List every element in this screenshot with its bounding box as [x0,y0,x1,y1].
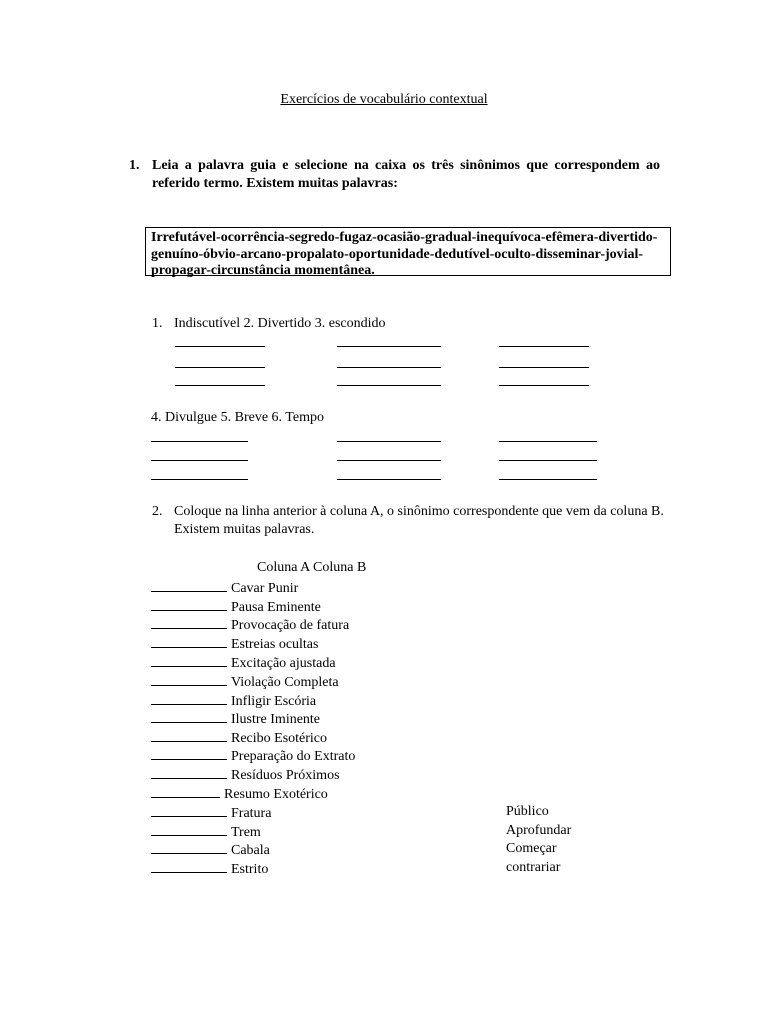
answer-line[interactable] [499,384,589,386]
answer-line[interactable] [337,366,441,368]
column-b-word: Público [506,804,549,819]
guide-words-label: Indiscutível 2. Divertido 3. escondido [174,316,386,331]
row-text: Pausa Eminente [231,600,321,615]
row-text: Fratura [231,806,272,821]
matching-row [151,784,328,804]
matching-row [151,578,298,598]
word-box-line: Irrefutável-ocorrência-segredo-fugaz-ocasião-gradual-inequívoca-efêmera-divertido- [151,230,658,245]
column-b-word: Começar [506,841,557,856]
answer-blank[interactable] [151,784,220,798]
row-text: Cabala [231,843,270,858]
row-text: Excitação ajustada [231,656,336,671]
row-text: Preparação do Extrato [231,749,356,764]
answer-line[interactable] [499,459,597,461]
answer-blank[interactable] [151,709,227,723]
row-text: Ilustre Iminente [231,712,321,727]
answer-blank[interactable] [151,672,227,686]
row-text: Trem [231,825,261,840]
row-text: Recibo Esotérico [231,731,328,746]
answer-line[interactable] [337,384,441,386]
matching-row [151,634,318,654]
matching-row [151,746,355,766]
answer-line[interactable] [151,478,248,480]
answer-line[interactable] [151,459,248,461]
column-header: Coluna A Coluna B [257,560,367,575]
answer-line[interactable] [151,440,248,442]
answer-blank[interactable] [151,728,227,742]
question-2-text [174,503,664,539]
row-text: Violação Completa [231,675,339,690]
word-box [145,227,671,276]
answer-line[interactable] [337,440,441,442]
answer-blank[interactable] [151,765,227,779]
page-title: Exercícios de vocabulário contextual [280,92,488,107]
answer-blank[interactable] [151,691,227,705]
column-b-word: Aprofundar [506,823,572,838]
matching-row [151,691,316,711]
answer-line[interactable] [499,366,589,368]
guide-words-group-1 [152,315,386,333]
answer-blank[interactable] [151,597,227,611]
answer-line[interactable] [499,478,597,480]
matching-row [151,840,270,860]
guide-words-group-2: 4. Divulgue 5. Breve 6. Tempo [151,410,324,425]
answer-blank[interactable] [151,653,227,667]
matching-row [151,653,336,673]
matching-row [151,822,261,842]
row-text: Provocação de fatura [231,618,350,633]
answer-line[interactable] [499,345,589,347]
answer-line[interactable] [175,384,265,386]
answer-blank[interactable] [151,578,227,592]
matching-row [151,709,320,729]
matching-row [151,728,327,748]
row-text: Cavar Punir [231,581,299,596]
question-1-text: Leia a palavra guia e selecione na caixa os três sinônimos que correspondem ao referido termo. Existem muitas palavras: [152,158,660,191]
matching-row [151,672,339,692]
answer-line[interactable] [337,459,441,461]
row-text: Estreias ocultas [231,637,319,652]
row-text: Resíduos Próximos [231,768,340,783]
answer-blank[interactable] [151,803,227,817]
question-2-number: 2. [152,504,163,519]
word-box-line: propagar-circunstância momentânea. [151,263,375,278]
matching-row [151,859,268,879]
answer-line[interactable] [175,345,265,347]
matching-row [151,765,340,785]
answer-blank[interactable] [151,840,227,854]
guide-words-number: 1. [152,316,163,331]
question-2-line: Coloque na linha anterior à coluna A, o sinônimo correspondente que vem da coluna B. [174,504,664,519]
matching-row [151,803,271,823]
answer-blank[interactable] [151,822,227,836]
answer-line[interactable] [499,440,597,442]
answer-blank[interactable] [151,859,227,873]
row-text: Infligir Escória [231,694,317,709]
word-box-line: genuíno-óbvio-arcano-propalato-oportunidade-dedutível-oculto-disseminar-jovial- [151,246,644,262]
answer-line[interactable] [175,366,265,368]
answer-blank[interactable] [151,615,227,629]
row-text: Estrito [231,862,269,877]
question-2-line: Existem muitas palavras. [174,522,315,537]
question-1-number: 1. [129,158,140,173]
answer-blank[interactable] [151,634,227,648]
answer-blank[interactable] [151,746,227,760]
column-b-word: contrariar [506,860,561,875]
answer-line[interactable] [337,478,441,480]
matching-row [151,615,349,635]
row-text: Resumo Exotérico [224,787,328,802]
matching-row [151,597,321,617]
answer-line[interactable] [337,345,441,347]
